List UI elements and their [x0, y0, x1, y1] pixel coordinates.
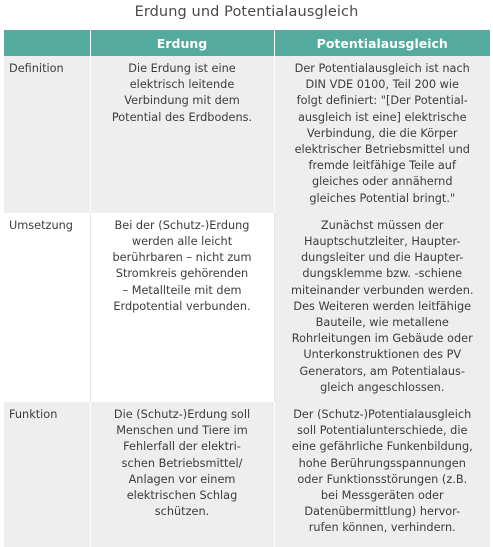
- text-line: Menschen und Tiere im: [116, 424, 248, 438]
- text-line: Fehlerfall der elektri-: [123, 440, 241, 454]
- text-line: Bei der (Schutz-)Erdung: [114, 218, 250, 232]
- text-line: DIN VDE 0100, Teil 200 wie: [305, 78, 459, 92]
- text-line: Verbindung, die die Körper: [306, 126, 458, 140]
- text-line: Anlagen vor einem: [128, 472, 236, 486]
- text-line: Potential des Erdbodens.: [111, 110, 253, 124]
- text-line: Des Weiteren werden leitfähige: [293, 299, 472, 313]
- text-line: Erdpotential verbunden.: [113, 299, 251, 313]
- text-line: fremde leitfähige Teile auf: [308, 159, 456, 173]
- text-line: folgt definiert: "[Der Potential-: [296, 94, 468, 108]
- text-line: werden alle leicht: [131, 235, 233, 249]
- erdung-cell: [90, 56, 274, 213]
- table-header-row: [4, 30, 490, 56]
- text-line: berührbaren – nicht zum: [112, 251, 252, 265]
- erdung-cell: [90, 402, 274, 547]
- potentialausgleich-cell: [274, 56, 490, 213]
- potentialausgleich-cell: [274, 402, 490, 547]
- text-line: elektrisch leitende: [129, 78, 235, 92]
- comparison-table: [4, 30, 490, 547]
- header-empty: [4, 30, 90, 56]
- text-line: soll Potentialunterschiede, die: [297, 424, 468, 438]
- text-line: eine gefährliche Funkenbildung,: [291, 440, 473, 454]
- text-line: schützen.: [154, 505, 210, 519]
- row-label: Definition: [4, 56, 90, 213]
- text-line: – Metallteile mit dem: [122, 283, 242, 297]
- text-line: Die Erdung ist eine: [128, 62, 236, 75]
- text-line: Die (Schutz-)Erdung soll: [113, 408, 251, 422]
- text-line: Generators, am Potentialaus-: [299, 364, 465, 378]
- text-line: Der Potentialausgleich ist nach: [294, 62, 470, 75]
- page-title: Erdung und Potentialausgleich: [134, 4, 359, 20]
- text-line: Unterkonstruktionen des PV: [303, 348, 462, 362]
- text-line: bei Messgeräten oder: [320, 489, 444, 503]
- text-line: ausgleich ist eine] elektrische: [297, 110, 467, 124]
- table-row-funktion: [4, 402, 490, 547]
- text-line: Rohrleitungen im Gebäude oder: [291, 332, 473, 346]
- header-potentialausgleich: Potentialausgleich: [274, 30, 490, 56]
- text-line: elektrischen Schlag: [126, 489, 238, 503]
- text-line: Hauptschutzleiter, Haupter-: [303, 235, 461, 249]
- text-line: gleiches oder annähernd: [311, 175, 453, 189]
- text-line: dungsklemme bzw. -schiene: [302, 267, 463, 281]
- row-label: Funktion: [4, 402, 90, 547]
- text-line: Verbindung mit dem: [124, 94, 240, 108]
- text-line: dungsleiter und die Haupter-: [301, 251, 464, 265]
- text-line: Zunächst müssen der: [320, 218, 444, 232]
- text-line: Datenübermittlung) hervor-: [304, 505, 461, 519]
- potentialausgleich-cell: [274, 213, 490, 402]
- table-row-umsetzung: [4, 213, 490, 402]
- row-label: Umsetzung: [4, 213, 90, 402]
- text-line: schen Betriebsmittel/: [121, 456, 243, 470]
- text-line: Bauteile, wie metallene: [315, 316, 449, 330]
- text-line: hohe Berührungsspannungen: [298, 456, 466, 470]
- text-line: gleich angeschlossen.: [320, 380, 445, 394]
- text-line: oder Funktionsstörungen (z.B.: [297, 472, 468, 486]
- table-row-definition: [4, 56, 490, 213]
- text-line: rufen können, verhindern.: [308, 521, 456, 535]
- text-line: elektrischer Betriebsmittel und: [294, 143, 470, 157]
- text-line: miteinander verbunden werden.: [291, 283, 474, 297]
- header-erdung: Erdung: [90, 30, 274, 56]
- text-line: gleiches Potential bringt.": [309, 191, 456, 205]
- text-line: Stromkreis gehörenden: [115, 267, 249, 281]
- erdung-cell: [90, 213, 274, 402]
- text-line: Der (Schutz-)Potentialausgleich: [293, 408, 472, 422]
